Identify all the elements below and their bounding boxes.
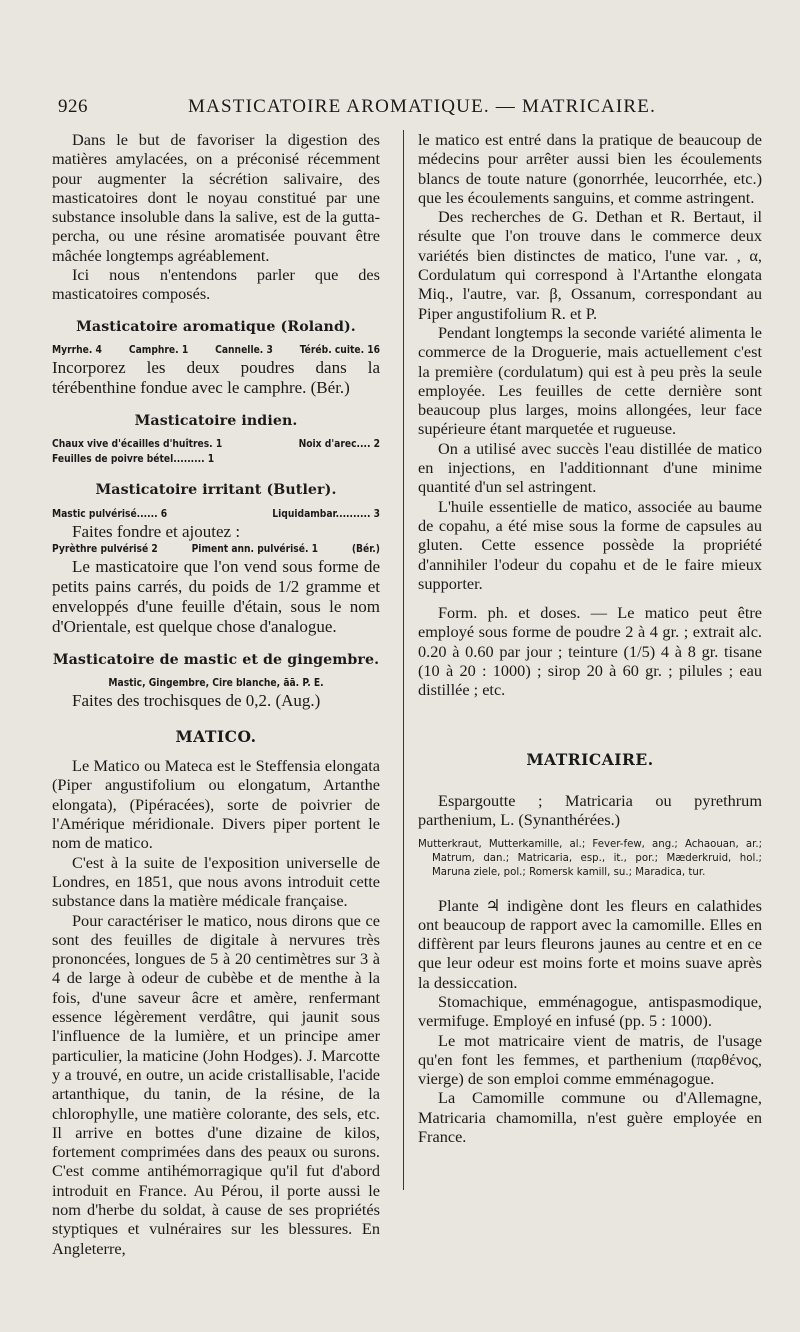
page-number: 926: [58, 96, 88, 117]
running-title: MASTICATOIRE AROMATIQUE. — MATRICAIRE.: [188, 96, 657, 117]
matico-paragraph-3: Pour caractériser le matico, nous dirons que ce sont des feuilles de digitale à nervures très prononcées, longues de 5 à 20 centimètres sur 3 à 4 de large à odeur de cubèbe et de menthe à la fois, d'une saveur âcre et amère, renfermant essence légèrement verdâtre, qui jaunit sous l'influence de la lumière, et un principe amer particulier, la maticine (John Hodges). J. Marcotte y a trouvé, en outre, un acide cristallisable, l'acide artanthique, du tanin, de la résine, de la chlorophylle, une matière colorante, des sels, etc. Il arrive en bottes d'une dizaine de kilos, fortement comprimées dans des peaux ou surons. C'est comme antihémorragique qu'il fut d'abord introduit en France. Au Pérou, il porte aussi le nom d'herbe du soldat, à cause de ses propriétés styptiques et vulnéraires sur les blessures. En Angleterre,: [52, 910, 380, 1258]
column-divider: [403, 130, 404, 1190]
right-column: [418, 130, 762, 1146]
recipe-title-roland: Masticatoire aromatique (Roland).: [76, 318, 356, 335]
ingredient: Cannelle. 3: [215, 344, 273, 356]
recipe-ingredients-indien-2: [52, 452, 380, 467]
recipe-ingredients-mastic: [52, 676, 380, 691]
recipe-ingredients-butler: [52, 507, 380, 522]
left-column: [52, 130, 380, 1258]
recipe-ingredients-indien: [52, 437, 380, 452]
recipe-title-indien: Masticatoire indien.: [134, 412, 298, 429]
matico-commerce: Pendant longtemps la seconde variété alimenta le commerce de la Droguerie, mais actuellement c'est la première (cordulatum) qui est à peu près la seule employée. Les feuilles de cette dernière sont beaucoup plus larges, moins allongées, leur face supérieure étant marquetée et rugueuse.: [418, 322, 762, 439]
recipe-ingredients-butler-2: [52, 542, 380, 557]
recipe-text-roland: Incorporez les deux poudres dans la térébenthine fondue avec le camphre. (Bér.): [52, 357, 380, 397]
intro-paragraph-2: Ici nous n'entendons parler que des masticatoires composés.: [52, 265, 380, 304]
recipe-ingredients-roland: [52, 343, 380, 358]
ingredient: Pyrèthre pulvérisé 2: [52, 543, 158, 555]
ingredient: Téréb. cuite. 16: [299, 344, 380, 356]
matricaire-paragraph-3: Le mot matricaire vient de matris, de l'usage qu'en font les femmes, et parthenium (παρθένος, vierge) de son emploi comme emménagogue.: [418, 1030, 762, 1089]
section-title-matricaire: MATRICAIRE.: [526, 749, 654, 769]
recipe-note-orientale: Le masticatoire que l'on vend sous forme de petits pains carrés, du poids de 1/2 gramme et enveloppés d'une feuille d'étain, sous le nom d'Orientale, est quelque chose d'analogue.: [52, 556, 380, 636]
matico-formes-doses: Form. ph. et doses. — Le matico peut être employé sous forme de poudre 2 à 4 gr. ; extrait alc. 0.20 à 0.60 par jour ; teinture (1/5) 4 à 8 gr. tisane (10 à 20 : 1000) ; sirop 20 à 60 gr. ; pilules ; eau distillée ; etc.: [418, 603, 762, 700]
page-header: [58, 96, 758, 120]
ingredient: Chaux vive d'écailles d'huîtres. 1: [52, 439, 223, 451]
ingredient: Mastic pulvérisé...... 6: [52, 508, 168, 520]
ingredient: (Bér.): [351, 543, 380, 555]
matico-paragraph-2: C'est à la suite de l'exposition universelle de Londres, en 1851, que nous avons introduit cette substance dans la matière médicale française.: [52, 852, 380, 911]
recipe-title-butler: Masticatoire irritant (Butler).: [95, 482, 337, 499]
ingredient: Mastic, Gingembre, Cire blanche, āā. P. E.: [108, 677, 324, 689]
recipe-text-mastic: Faites des trochisques de 0,2. (Aug.): [72, 690, 321, 710]
matricaire-paragraph-4: La Camomille commune ou d'Allemagne, Matricaria chamomilla, n'est guère employée en France.: [418, 1088, 762, 1147]
matricaire-paragraph-1: Plante ♃ indigène dont les fleurs en calathides ont beaucoup de rapport avec la camomille. Elles en diffèrent par leurs fleurons jaunes au centre et en ce que leur odeur est moins forte et moins suave après la dessiccation.: [418, 895, 762, 992]
section-title-matico: MATICO.: [175, 726, 257, 746]
matico-paragraph-1: Le Matico ou Mateca est le Steffensia elongata (Piper angustifolium ou elongatum, Artanthe elongata), (Pipéracées), sorte de poivrier de l'Amérique méridionale. Divers piper portent le nom de matico.: [52, 756, 380, 853]
matico-eau-distillee: On a utilisé avec succès l'eau distillée de matico en injections, en l'additionnant d'une minime quantité d'un sel astringent.: [418, 438, 762, 497]
matico-paragraph-continued: le matico est entré dans la pratique de beaucoup de médecins pour arrêter aussi bien les écoulements blancs de toute nature (gonorrhée, leucorrhée, etc.) que les écoulements sanguins, et comme astringent.: [418, 130, 762, 207]
ingredient: Piment ann. pulvérisé. 1: [191, 543, 319, 555]
ingredient: Myrrhe. 4: [52, 344, 102, 356]
intro-paragraph-1: Dans le but de favoriser la digestion des matières amylacées, on a préconisé récemment pour augmenter la sécrétion salivaire, des masticatoires dont le noyau constitué par une substance insoluble dans la salive, est de la gutta-percha, ou une résine aromatisée pouvant être mâchée longtemps agréablement.: [52, 130, 380, 265]
matico-huile-essentielle: L'huile essentielle de matico, associée au baume de copahu, a été mise sous la forme de capsules au gluten. Cette essence possède la propriété d'annihiler l'odeur du copahu et de le faire mieux supporter.: [418, 496, 762, 593]
ingredient: Liquidambar.......... 3: [272, 508, 380, 520]
matico-varieties: Des recherches de G. Dethan et R. Bertaut, il résulte que l'on trouve dans le commerce deux variétés bien distinctes de matico, l'une var. , α, Cordulatum qui correspond à l'Artanthe elongata Miq., l'autre, var. β, Ossanum, correspondant au Piper angustifolium R. et P.: [418, 207, 762, 323]
matricaire-intro: Espargoutte ; Matricaria ou pyrethrum parthenium, L. (Synanthérées.): [418, 790, 762, 830]
matricaire-synonyms: Mutterkraut, Mutterkamille, al.; Fever-few, ang.; Achaouan, ar.; Matrum, dan.; Matricaria, esp., it., por.; Mæderkruid, hol.; Maruna ziele, pol.; Romersk kamill, su.; Maradica, tur.: [418, 838, 762, 878]
recipe-text-butler: Faites fondre et ajoutez :: [72, 521, 241, 541]
ingredient: Noix d'arec.... 2: [298, 439, 380, 451]
matricaire-paragraph-2: Stomachique, emménagogue, antispasmodique, vermifuge. Employé en infusé (pp. 5 : 1000).: [418, 991, 762, 1031]
ingredient: Feuilles de poivre bétel......... 1: [52, 454, 215, 466]
ingredient: Camphre. 1: [128, 344, 189, 356]
recipe-title-mastic-gingembre: Masticatoire de mastic et de gingembre.: [52, 651, 380, 668]
